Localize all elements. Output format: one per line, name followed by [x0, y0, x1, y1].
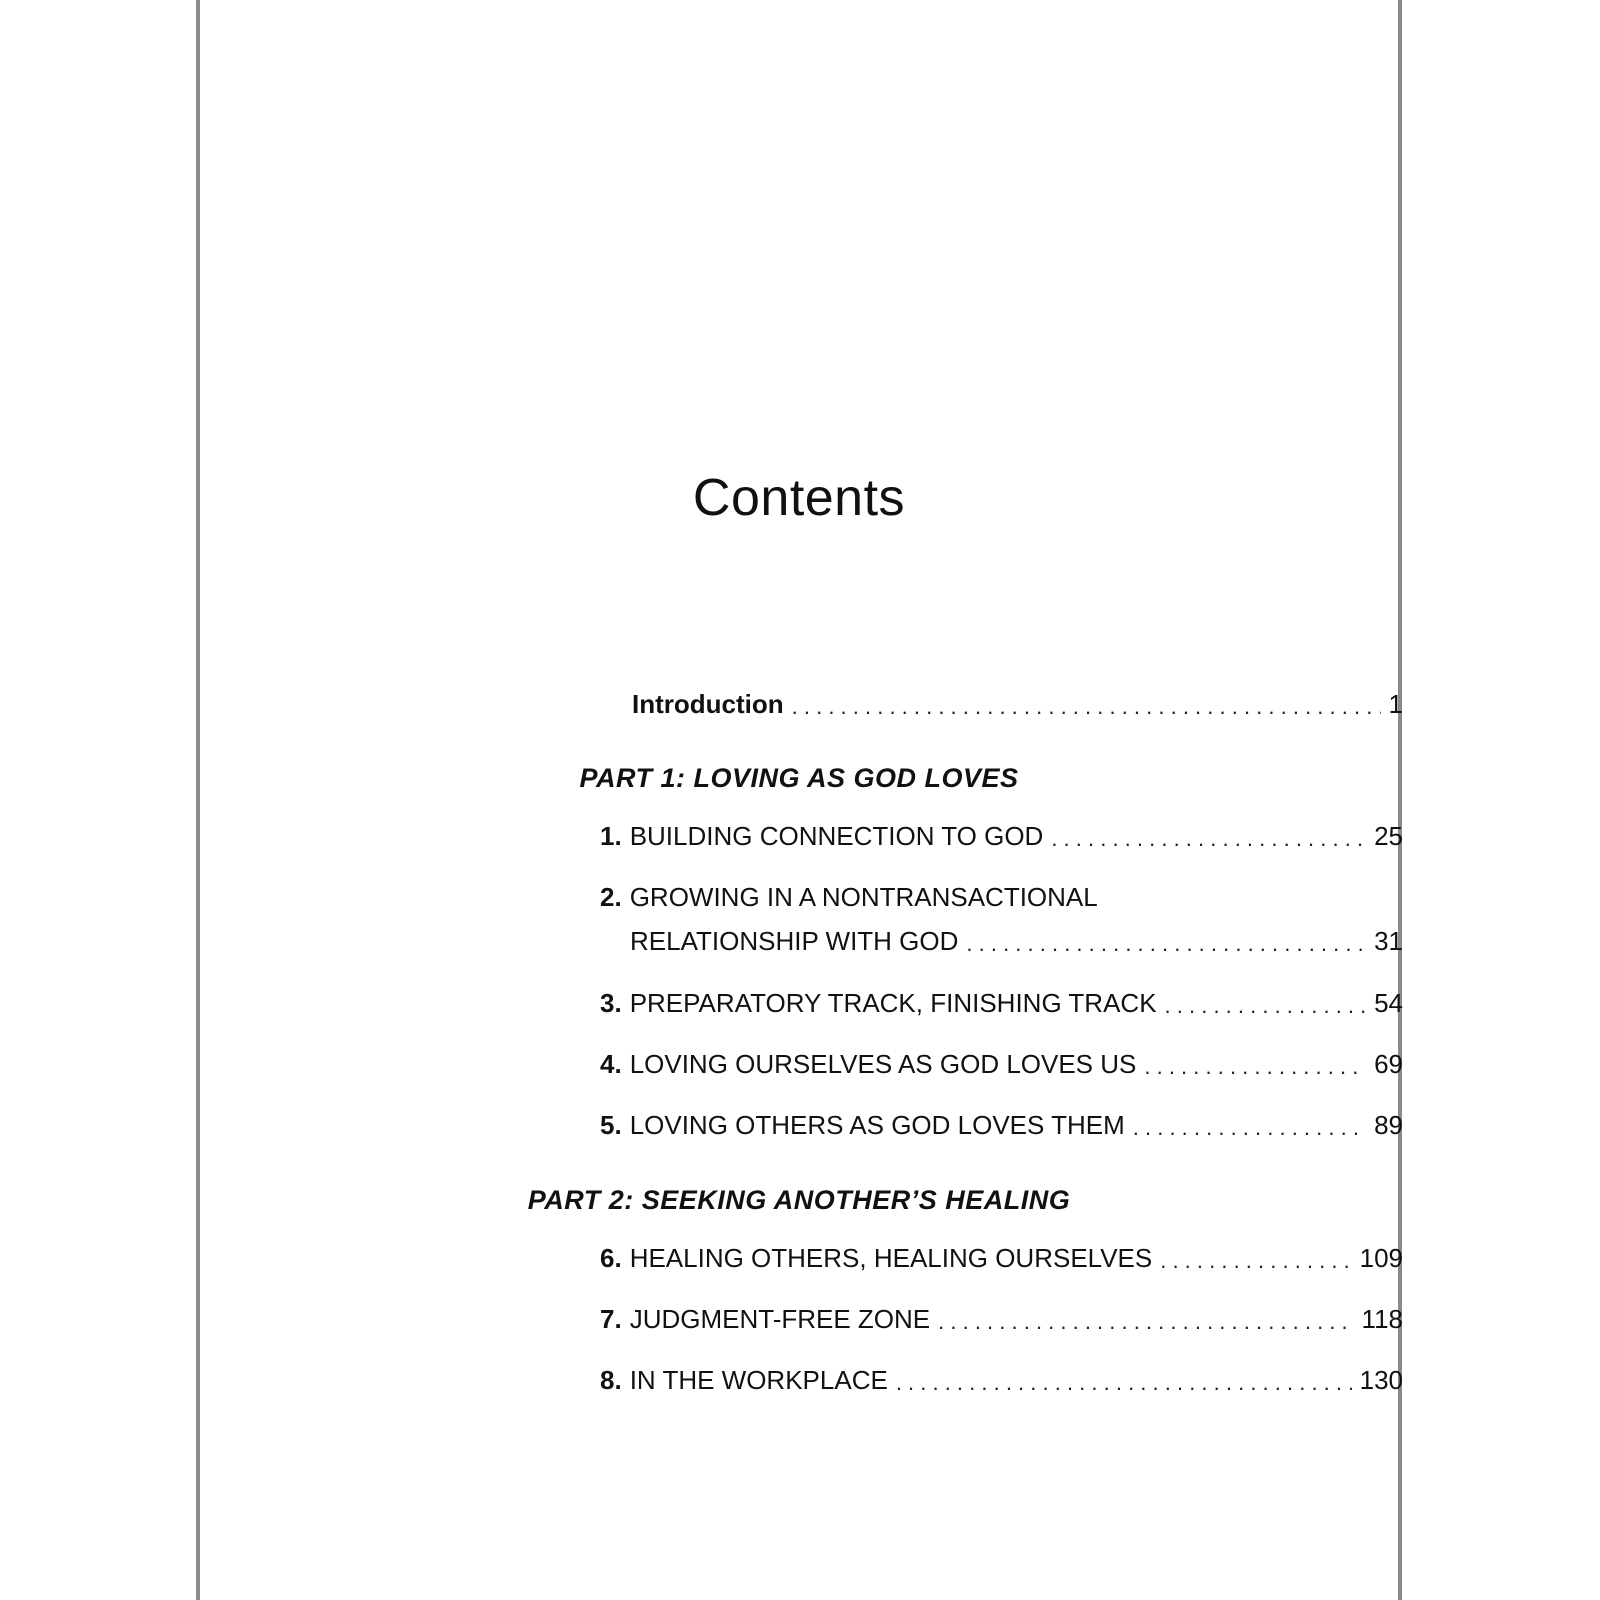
chapter-number: 7.	[600, 1304, 622, 1334]
toc-entry-chapter	[600, 1046, 1403, 1082]
toc-entry-introduction	[632, 686, 1403, 722]
chapter-number: 2.	[600, 882, 622, 912]
dot-leader	[1165, 991, 1367, 1021]
chapter-number: 3.	[600, 988, 622, 1018]
toc-entry-title: RELATIONSHIP WITH GOD	[630, 926, 959, 956]
dot-leader	[792, 692, 1381, 722]
toc-entry-chapter	[600, 1107, 1403, 1143]
chapter-number: 1.	[600, 821, 622, 851]
part-heading: PART 1: LOVING AS GOD LOVES	[579, 763, 1019, 793]
toc-page-number: 118	[1361, 1304, 1403, 1334]
toc-page-number: 54	[1374, 988, 1403, 1018]
toc-entry-title: IN THE WORKPLACE	[629, 1365, 888, 1395]
dot-leader	[1051, 824, 1366, 854]
dot-leader	[1160, 1246, 1351, 1276]
toc-entry-title: LOVING OURSELVES AS GOD LOVES US	[629, 1049, 1137, 1079]
dot-leader	[1144, 1052, 1366, 1082]
dot-leader	[1133, 1113, 1366, 1143]
book-page	[196, 0, 1402, 1600]
toc-page-number: 1	[1388, 689, 1403, 719]
toc-entry-chapter	[600, 1362, 1403, 1398]
toc-entry-title: GROWING IN A NONTRANSACTIONAL	[629, 882, 1098, 912]
toc-page-number: 130	[1359, 1365, 1403, 1395]
toc-entry-chapter-line2	[630, 923, 1403, 959]
toc-entry-title: BUILDING CONNECTION TO GOD	[629, 821, 1044, 851]
dot-leader	[938, 1307, 1353, 1337]
table-of-contents	[200, 0, 1403, 1600]
dot-leader	[966, 929, 1366, 959]
toc-page-number: 25	[1374, 821, 1403, 851]
toc-page-number: 69	[1374, 1049, 1403, 1079]
toc-page-number: 89	[1374, 1110, 1403, 1140]
toc-entry-title: LOVING OTHERS AS GOD LOVES THEM	[629, 1110, 1125, 1140]
toc-entry-chapter	[600, 1301, 1403, 1337]
toc-entry-chapter	[600, 818, 1403, 854]
chapter-number: 8.	[600, 1365, 622, 1395]
chapter-number: 5.	[600, 1110, 622, 1140]
toc-page-number: 109	[1359, 1243, 1403, 1273]
part-heading: PART 2: SEEKING ANOTHER’S HEALING	[527, 1185, 1071, 1215]
dot-leader	[896, 1368, 1352, 1398]
page-title: Contents	[692, 469, 906, 527]
chapter-number: 4.	[600, 1049, 622, 1079]
toc-page-number: 31	[1374, 926, 1403, 956]
toc-entry-title: Introduction	[632, 689, 784, 719]
toc-entry-title: JUDGMENT-FREE ZONE	[629, 1304, 931, 1334]
toc-entry-title: HEALING OTHERS, HEALING OURSELVES	[629, 1243, 1153, 1273]
toc-entry-chapter	[600, 1240, 1403, 1276]
toc-entry-title: PREPARATORY TRACK, FINISHING TRACK	[629, 988, 1157, 1018]
toc-entry-chapter	[600, 985, 1403, 1021]
chapter-number: 6.	[600, 1243, 622, 1273]
toc-entry-chapter-line1	[600, 879, 1098, 915]
